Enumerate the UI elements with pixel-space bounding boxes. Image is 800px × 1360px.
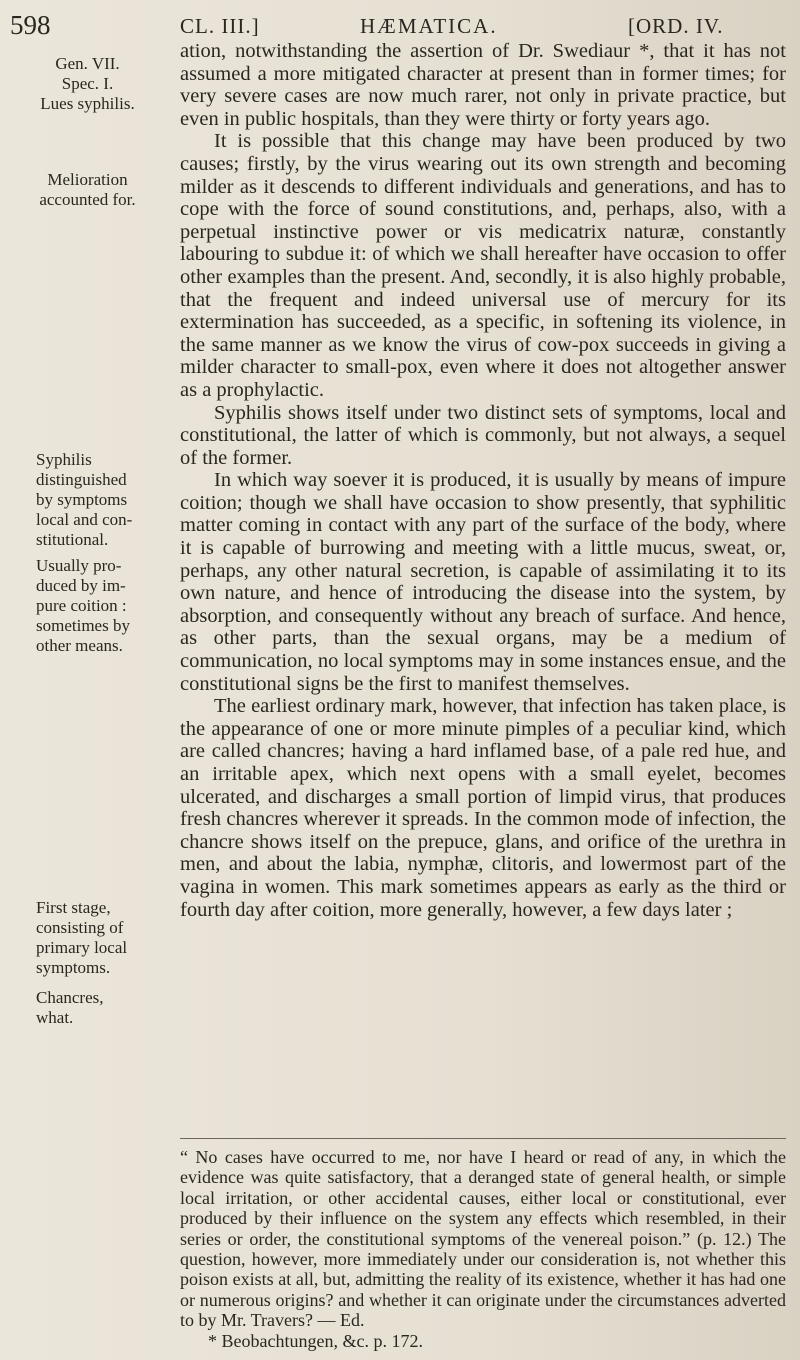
margin-line: Syphilis bbox=[36, 450, 92, 469]
margin-line: Melioration bbox=[47, 170, 128, 189]
margin-line: symptoms. bbox=[36, 958, 111, 977]
paragraph-symptoms: Syphilis shows itself under two distinct sets of symptoms, local and constitutional, the latter of which is commonly, but not always, a sequel of the former. bbox=[180, 401, 786, 469]
margin-line: pure coition : bbox=[36, 596, 127, 615]
margin-line: other means. bbox=[36, 636, 123, 655]
margin-note-chancres bbox=[0, 988, 211, 1028]
margin-note-genus bbox=[0, 54, 175, 114]
margin-line: Lues syphilis. bbox=[40, 94, 135, 113]
page-number: 598 bbox=[10, 10, 51, 40]
margin-note-melioration bbox=[0, 170, 175, 210]
running-header bbox=[0, 4, 800, 44]
paragraph-chancres: The earliest ordinary mark, however, that infection has taken place, is the appearance of one or more minute pimples of a peculiar kind, which are called chancres; having a hard inflamed base, of a pale red hue, and an irritable apex, which next opens with a small eyelet, becomes ulcerated, and discharges a small portion of limpid virus, that produces fresh chancres wherever it spreads. In the common mode of infection, the chancre shows itself on the prepuce, glans, and orifice of the urethra in men, and about the labia, nymphæ, clitoris, and lowermost part of the vagina in women. This mark sometimes appears as early as the third or fourth day after coition, more generally, however, a few days later ; bbox=[180, 695, 786, 921]
paragraph-transmission: In which way soever it is produced, it is usually by means of impure coition; though we shall have occasion to show presently, that syphilitic matter coming in contact with any part of the surface of the body, where it is capable of burrowing and meeting with a little mucus, sweat, or, perhaps, any other natural secretion, is capable of assimilating it to its own nature, and hence of introducing the disease into the system, by absorption, and consequently without any breach of surface. And hence, as other parts, than the sexual organs, may be a medium of communication, no local symptoms may in some instances ensue, and the constitutional signs be the first to manifest themselves. bbox=[180, 469, 786, 695]
margin-line: consisting of bbox=[36, 918, 124, 937]
margin-line: Spec. I. bbox=[61, 74, 114, 93]
margin-line: Gen. VII. bbox=[55, 54, 120, 73]
header-order: [ORD. IV. bbox=[628, 14, 724, 38]
margin-line: accounted for. bbox=[39, 190, 136, 209]
paragraph-continuation: ation, notwithstanding the assertion of Dr. Swediaur *, that it has not assumed a more mitigated character at present than in former times; for very severe cases are now much rarer, not only in private practice, but even in public hospitals, than they were thirty or forty years ago. bbox=[180, 40, 786, 130]
footnote-quote: “ No cases have occurred to me, nor have I heard or read of any, in which the evidence was quite satisfactory, that a deranged state of general health, or simple local irritation, or other accidental causes, either local or constitutional, ever produced by their influence on the system any effects which resembled, in their series or order, the constitutional symptoms of the venereal poison.” (p. 12.) The question, however, more immediately under our consideration is, not whether this poison exists at all, but, admitting the reality of its existence, whether it has had one or numerous origins? and whether it can originate under the circumstances adverted to by Mr. Travers? — Ed. bbox=[180, 1147, 786, 1331]
margin-line: Usually pro- bbox=[36, 556, 122, 575]
margin-line: First stage, bbox=[36, 898, 111, 917]
margin-line: primary local bbox=[36, 938, 128, 957]
footnote-rule bbox=[180, 1138, 786, 1139]
margin-line: local and con- bbox=[36, 510, 133, 529]
header-title: HÆMATICA. bbox=[360, 14, 498, 38]
footnotes bbox=[180, 1147, 786, 1351]
margin-line: duced by im- bbox=[36, 576, 126, 595]
margin-line: stitutional. bbox=[36, 530, 109, 549]
header-class: CL. III.] bbox=[180, 14, 260, 38]
margin-line: what. bbox=[36, 1008, 74, 1027]
margin-line: sometimes by bbox=[36, 616, 130, 635]
paragraph-causes: It is possible that this change may have been produced by two causes; firstly, by the virus wearing out its own strength and becoming milder as it descends to different individuals and generations, and has to cope with the force of sound constitutions, and, perhaps, also, with a perpetual instinctive power or vis medicatrix naturæ, constantly labouring to subdue it: of which we shall hereafter have occasion to offer other examples than the present. And, secondly, it is also highly probable, that the frequent and indeed universal use of mercury for its extermination has succeeded, as a specific, in softening its violence, in the same manner as we know the virus of cow-pox succeeds in giving a milder character to small-pox, even where it does not altogether answer as a prophylactic. bbox=[180, 130, 786, 401]
footnote-reference: * Beobachtungen, &c. p. 172. bbox=[208, 1330, 423, 1351]
margin-line: distinguished bbox=[36, 470, 127, 489]
main-text bbox=[180, 40, 786, 921]
margin-line: Chancres, bbox=[36, 988, 104, 1007]
margin-line: by symptoms bbox=[36, 490, 128, 509]
